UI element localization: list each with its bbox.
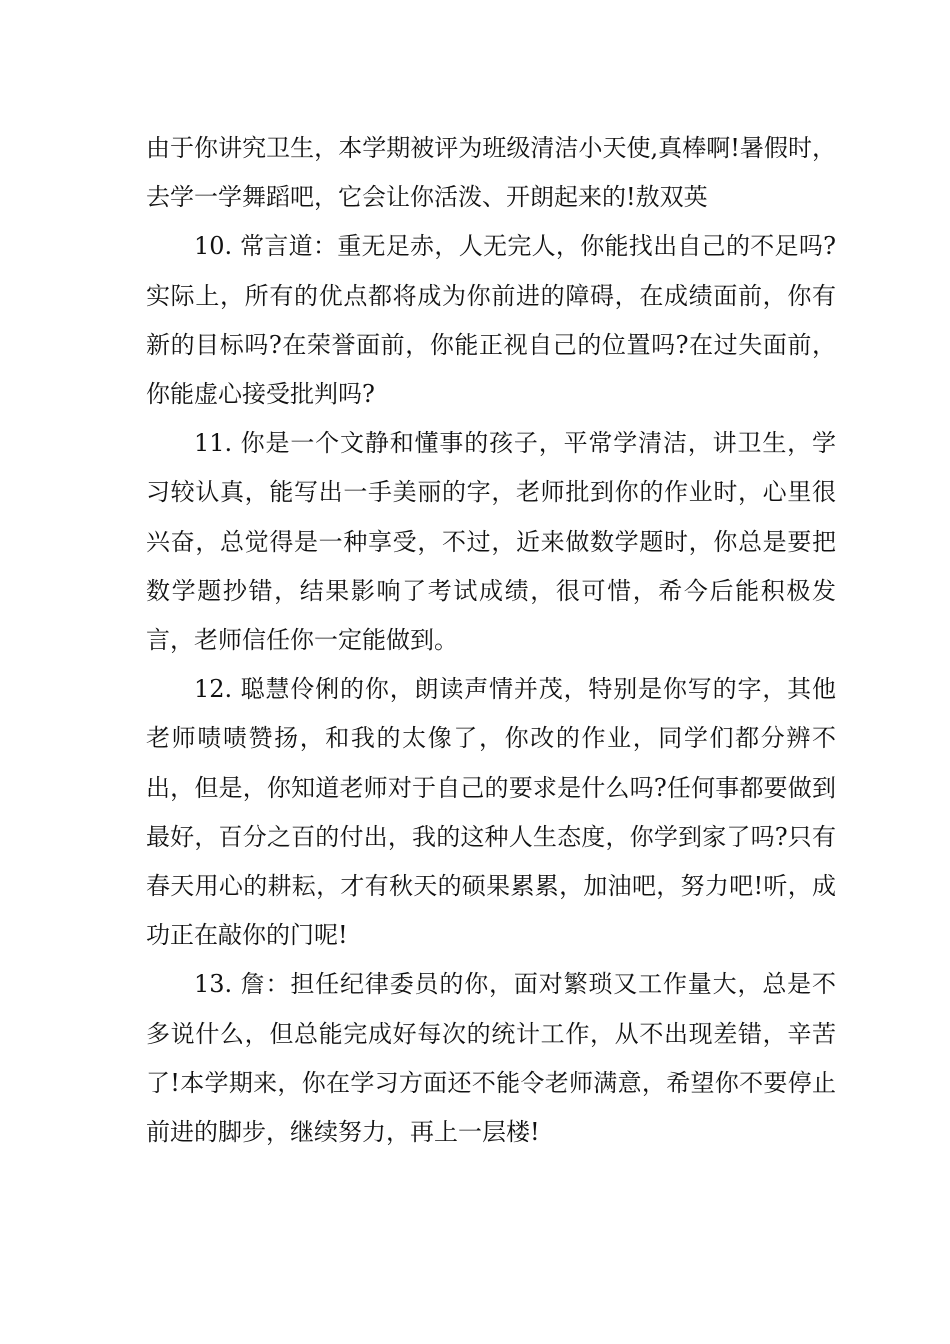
paragraph-item-13: 13. 詹：担任纪律委员的你，面对繁琐又工作量大，总是不多说什么，但总能完成好每次的统计工作，从不出现差错，辛苦了!本学期来，你在学习方面还不能令老师满意，希望你不要停止前进的脚步，继续努力，再上一层楼! (146, 970, 836, 1147)
paragraph-continuation: 由于你讲究卫生，本学期被评为班级清洁小天使,真棒啊!暑假时，去学一学舞蹈吧，它会让你活泼、开朗起来的!敖双英 (146, 134, 836, 212)
document-body (146, 124, 836, 1157)
paragraph-item-10: 10. 常言道：重无足赤，人无完人，你能找出自己的不足吗?实际上，所有的优点都将成为你前进的障碍，在成绩面前，你有新的目标吗?在荣誉面前，你能正视自己的位置吗?在过失面前，你能虚心接受批判吗? (146, 232, 836, 409)
paragraph-item-11: 11. 你是一个文静和懂事的孩子，平常学清洁，讲卫生，学习较认真，能写出一手美丽的字，老师批到你的作业时，心里很兴奋，总觉得是一种享受，不过，近来做数学题时，你总是要把数学题抄错，结果影响了考试成绩，很可惜，希今后能积极发言，老师信任你一定能做到。 (146, 429, 836, 655)
paragraph-item-12: 12. 聪慧伶俐的你，朗读声情并茂，特别是你写的字，其他老师啧啧赞扬，和我的太像了，你改的作业，同学们都分辨不出，但是，你知道老师对于自己的要求是什么吗?任何事都要做到最好，百分之百的付出，我的这种人生态度，你学到家了吗?只有春天用心的耕耘，才有秋天的硕果累累，加油吧，努力吧!听，成功正在敲你的门呢! (146, 675, 836, 950)
